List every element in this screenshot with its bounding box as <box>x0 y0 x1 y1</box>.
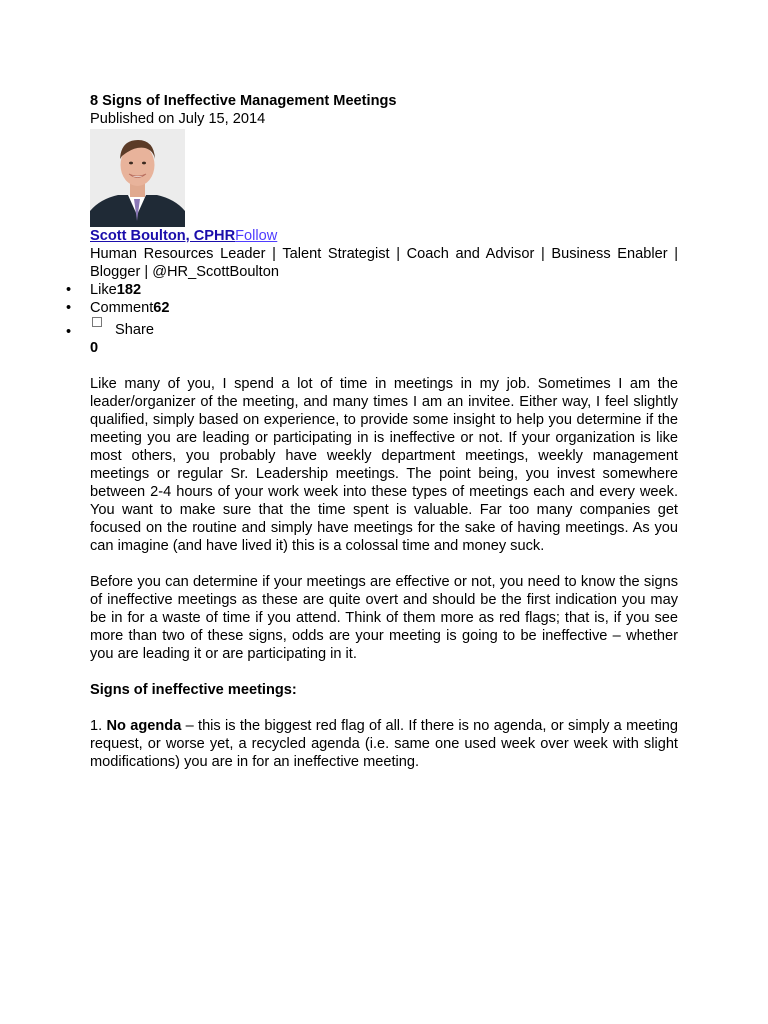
sign-item <box>90 717 678 771</box>
like-count: 182 <box>116 282 142 298</box>
sign-term: No agenda <box>106 718 182 734</box>
share-action[interactable] <box>66 317 678 340</box>
article <box>66 92 678 771</box>
comment-label: Comment <box>90 300 154 316</box>
section-heading: Signs of ineffective meetings: <box>90 682 297 698</box>
comment-count: 62 <box>153 300 170 316</box>
share-label: Share <box>115 322 154 338</box>
sign-number: 1. <box>90 718 103 734</box>
author-avatar[interactable] <box>90 129 185 227</box>
article-paragraph: Like many of you, I spend a lot of time in meetings in my job. Sometimes I am the leader/organizer of the meeting, and many times I am an invitee. Either way, I feel slightly qualified, simply based on experience, to provide some insight to help you determine if the meeting you are leading or participating in is ineffective or not. If your organization is like most others, you probably have weekly department meetings, weekly management meetings or regular Sr. Leadership meetings. The point being, you invest somewhere between 2-4 hours of your work week into these types of meetings each and every week. You want to make sure that the time spent is valuable. Far too many companies get focused on the routine and simply have meetings for the sake of having meetings. As you can imagine (and have lived it) this is a colossal time and money suck. <box>90 376 678 554</box>
like-label: Like <box>90 282 117 298</box>
follow-link[interactable]: Follow <box>235 228 278 244</box>
author-headline: Human Resources Leader | Talent Strategist | Coach and Advisor | Business Enabler | Blogger | @HR_ScottBoulton <box>90 246 678 280</box>
published-date: Published on July 15, 2014 <box>90 111 266 127</box>
share-count: 0 <box>90 340 99 356</box>
article-paragraph: Before you can determine if your meetings are effective or not, you need to know the signs of ineffective meetings as these are quite overt and should be the first indication you may be in for a waste of time if you attend. Think of them more as red flags; that is, if you see more than two of these signs, odds are your meeting is going to be ineffective – whether you are leading it or are participating in it. <box>90 574 678 662</box>
like-action[interactable] <box>66 281 678 299</box>
bullet: • <box>66 324 72 340</box>
author-name-link[interactable]: Scott Boulton, CPHR <box>90 228 236 244</box>
social-actions <box>66 281 678 340</box>
bullet: • <box>66 282 72 298</box>
share-checkbox[interactable] <box>92 317 102 327</box>
author-line <box>90 227 678 245</box>
author-photo-icon <box>90 129 185 227</box>
article-title: 8 Signs of Ineffective Management Meetings <box>90 93 397 109</box>
comment-action[interactable] <box>66 299 678 317</box>
sign-text: – this is the biggest red flag of all. If there is no agenda, or simply a meeting request, or worse yet, a recycled agenda (i.e. same one used week over week with slight modifications) you are in for an ineffective meeting. <box>90 718 678 770</box>
bullet: • <box>66 300 72 316</box>
